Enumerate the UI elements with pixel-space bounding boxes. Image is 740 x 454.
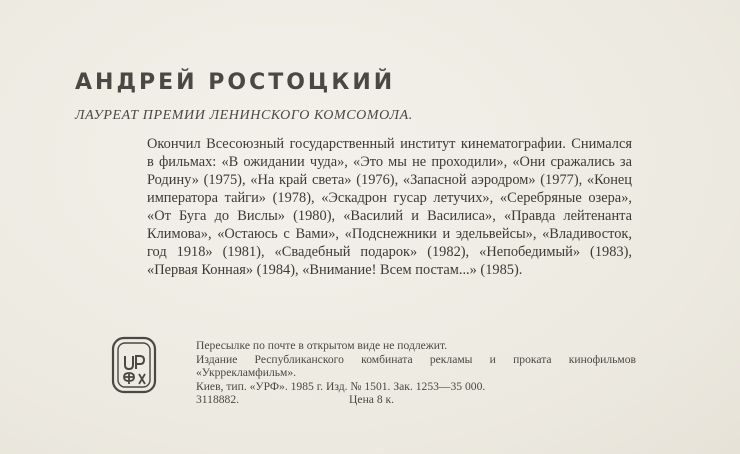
imprint-code: 3118882. [196, 393, 240, 406]
biography-text: Окончил Всесоюзный государственный институт кинематографии. Снимался в фильмах: «В ожидании чуда», «Это мы не проходили», «Они сражались за Родину» (1975), «На край света» (1976), «Запасной аэродром» (1977), «Конец императора тайги» (1978), «Эскадрон гусар летучих», «Серебряные озера», «От Буга до Вислы» (1980), «Василий и Василиса», «Правда лейтенанта Климова», «Остаюсь с Вами», «Подснежники и эдельвейсы», «Владивосток, год 1918» (1981), «Свадебный подарок» (1982), «Непобедимый» (1983), «Первая Конная» (1984), «Внимание! Всем постам...» (1985). [147, 136, 632, 278]
urf-logo-icon [111, 336, 157, 394]
actor-name: АНДРЕЙ РОСТОЦКИЙ [75, 70, 396, 95]
imprint-publisher: Издание Республиканского комбината рекламы и проката кинофильмов «Укррекламфильм». [196, 352, 636, 379]
imprint-print-info: Киев, тип. «УРФ». 1985 г. Изд. № 1501. Зак. 1253—35 000. [196, 379, 486, 393]
imprint-footer-row [196, 393, 636, 407]
imprint-price: Цена 8 к. [349, 393, 395, 406]
imprint-mail-notice: Пересылке по почте в открытом виде не подлежит. [196, 339, 448, 352]
imprint-block [196, 339, 636, 407]
award-title: ЛАУРЕАТ ПРЕМИИ ЛЕНИНСКОГО КОМСОМОЛА. [75, 108, 413, 123]
